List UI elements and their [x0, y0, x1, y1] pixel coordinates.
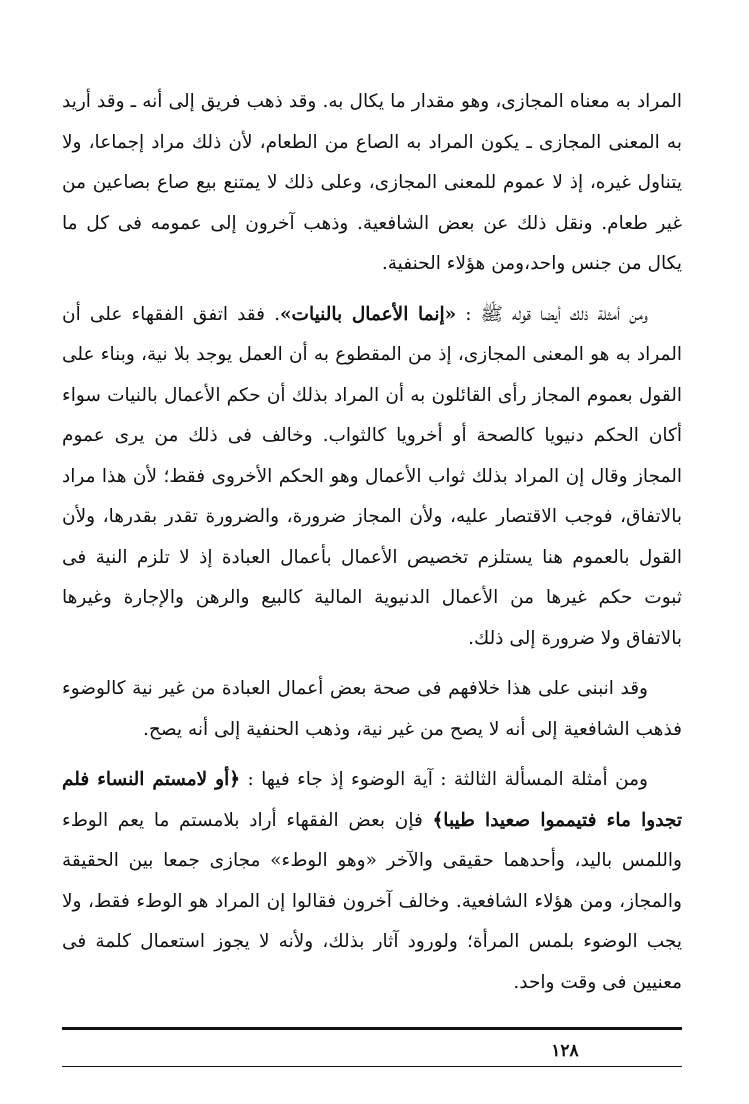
- footer-rule-thin: [62, 1066, 682, 1067]
- paragraph-2-body: . فقد اتفق الفقهاء على أن المراد به هو المعنى المجازى، إذ من المقطوع به أن العمل يوجد بلا نية، وبناء على القول بعموم المجاز رأى القائلون به أن المراد بذلك أن حكم الأعمال بالنيات سواء أكان الحكم دنيويا كالصحة أو أخرويا كالثواب. وخالف فى ذلك من يرى عموم المجاز وقال إن المراد بذلك ثواب الأعمال وهو الحكم الأخروى فقط؛ لأن هذا مراد بالاتفاق، فوجب الاقتصار عليه، ولأن المجاز ضرورة، والضرورة تقدر بقدرها، ولأن القول بالعموم هنا يستلزم تخصيص الأعمال بأعمال العبادة إذ لا تلزم النية فى ثبوت حكم غيرها من الأعمال الدنيوية المالية كالبيع والرهن والإجارة وغيرها بالاتفاق ولا ضرورة إلى ذلك.: [62, 303, 682, 649]
- page-number: ١٢٨: [551, 1041, 579, 1061]
- paragraph-4-intro: ومن أمثلة المسألة الثالثة : آية الوضوء إذ جاء فيها :: [240, 769, 648, 790]
- page-body: [62, 82, 682, 1003]
- hadith-quote: «إنما الأعمال بالنيات»: [279, 303, 457, 325]
- paragraph-2: [62, 295, 682, 660]
- quran-verse-quote: ﴿أو لامستم النساء فلم تجدوا ماء فتيمموا صعيدا طيبا﴾: [62, 769, 682, 831]
- footer-rule-thick: [62, 1027, 682, 1030]
- paragraph-4-body: فإن بعض الفقهاء أراد بلامستم ما يعم الوطء واللمس باليد، وأحدهما حقيقى والآخر «وهو الوطء» مجازى جمعا بين الحقيقة والمجاز، ومن هؤلاء الشافعية. وخالف آخرون فقالوا إن المراد هو الوطء فقط، ولا يجب الوضوء بلمس المرأة؛ ولورود آثار بذلك، ولأنه لا يجوز استعمال كلمة فى معنيين فى وقت واحد.: [62, 809, 682, 993]
- paragraph-1: المراد به معناه المجازى، وهو مقدار ما يكال به. وقد ذهب فريق إلى أنه ـ وقد أريد به المعنى المجازى ـ يكون المراد به الصاع من الطعام، لأن ذلك مراد إجماعا، ولا يتناول غيره، إذ لا عموم للمعنى المجازى، وعلى ذلك لا يمتنع بيع صاع بصاعين من غير طعام. ونقل ذلك عن بعض الشافعية. وذهب آخرون إلى عمومه فى كل ما يكال من جنس واحد،ومن هؤلاء الحنفية.: [62, 91, 682, 274]
- paragraph-2-intro: ومن أمثلة ذلك أيضا قوله ﷺ :: [456, 303, 648, 325]
- paragraph-4: [62, 760, 682, 1003]
- paragraph-3: وقد انبنى على هذا خلافهم فى صحة بعض أعمال العبادة من غير نية كالوضوء فذهب الشافعية إلى أنه لا يصح من غير نية، وذهب الحنفية إلى أنه يصح.: [62, 678, 682, 740]
